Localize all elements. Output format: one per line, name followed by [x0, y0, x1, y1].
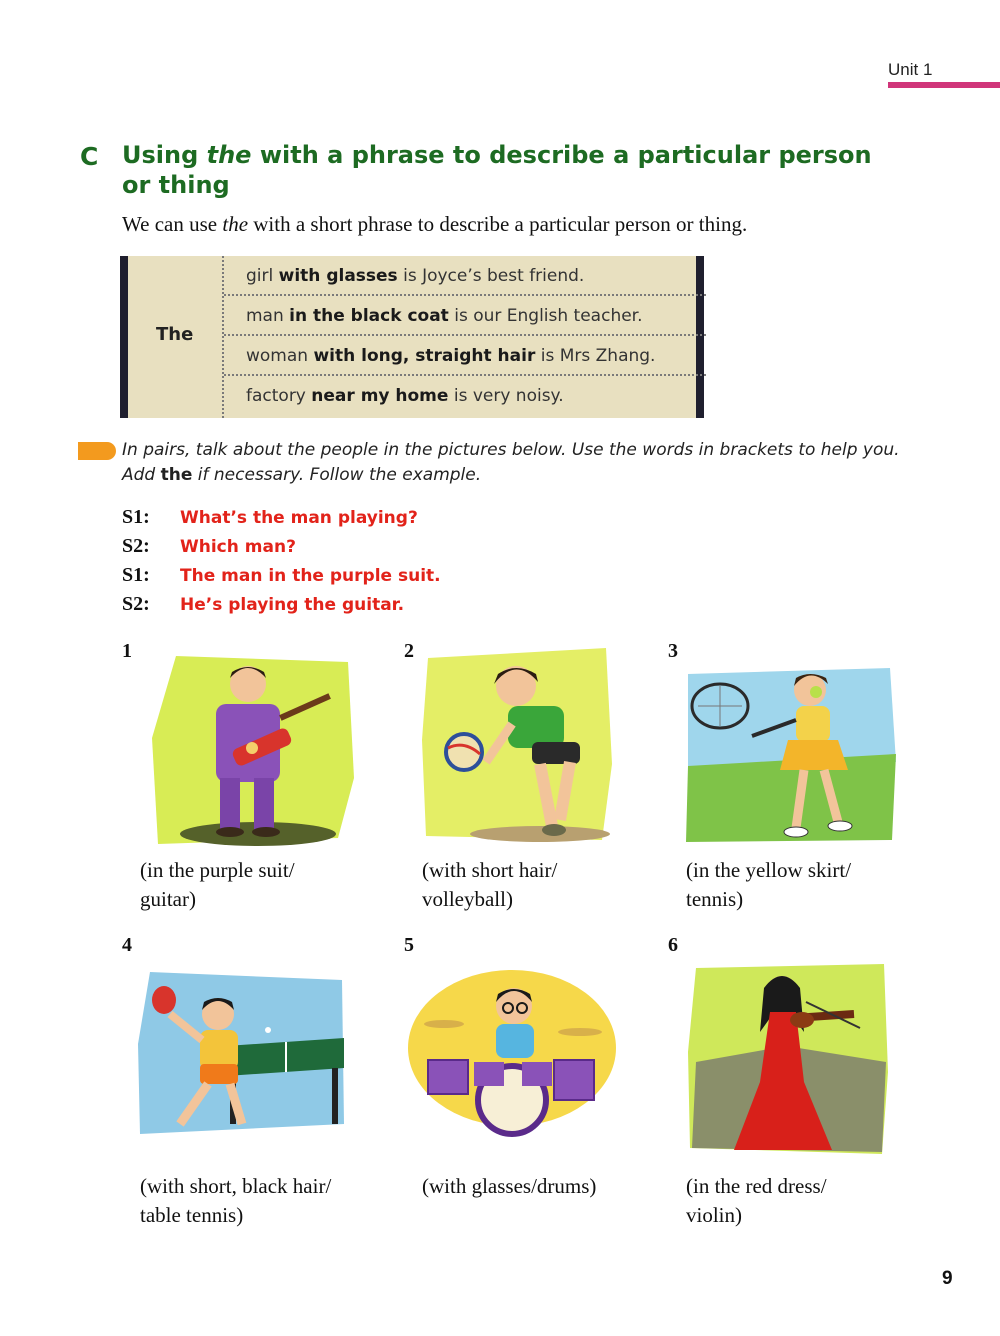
caption-line2: tennis) [686, 887, 744, 911]
intro-part1: We can use [122, 212, 223, 236]
section-title-part1: Using [122, 141, 207, 169]
phrase-row [224, 256, 706, 296]
violinist-illustration [686, 962, 890, 1158]
dialog-line [122, 532, 441, 561]
instruction-tab-icon [78, 442, 116, 460]
instruction-bold: the [160, 465, 193, 485]
example-dialog [122, 503, 441, 619]
dialog-text: He’s playing the guitar. [180, 595, 405, 615]
picture-caption [422, 856, 557, 914]
dialog-line [122, 503, 441, 532]
instruction-part1: In pairs, talk about the people in the pictures below. Use the words in brackets to help you. Add [122, 440, 900, 485]
dialog-speaker: S1: [122, 506, 150, 528]
section-title [122, 140, 882, 200]
drummer-illustration [404, 962, 618, 1154]
section-letter: C [80, 142, 99, 171]
picture-number: 5 [404, 934, 414, 956]
instruction-part2: if necessary. Follow the example. [192, 465, 482, 485]
intro-italic: the [222, 212, 249, 236]
caption-line1: (with glasses/drums) [422, 1174, 597, 1198]
picture-number: 2 [404, 640, 414, 662]
phrase-table [120, 256, 704, 418]
phrase-row-pre: factory [246, 386, 312, 406]
phrase-row-post: is very noisy. [448, 386, 564, 406]
phrase-row-post: is Joyce’s best friend. [397, 266, 585, 286]
dialog-text: Which man? [180, 537, 296, 557]
picture-number: 1 [122, 640, 132, 662]
caption-line1: (with short, black hair/ [140, 1174, 332, 1198]
page-number: 9 [942, 1268, 953, 1289]
picture-number: 6 [668, 934, 678, 956]
section-title-part2: with a phrase to describe a particular person or thing [122, 141, 872, 199]
phrase-row-bold: with glasses [278, 266, 398, 286]
caption-line1: (in the yellow skirt/ [686, 858, 852, 882]
phrase-row-pre: woman [246, 346, 314, 366]
phrase-table-rows [222, 256, 706, 418]
phrase-table-the-label: The [156, 324, 194, 345]
phrase-row-post: is Mrs Zhang. [535, 346, 656, 366]
phrase-row-bold: with long, straight hair [313, 346, 536, 366]
picture-caption [686, 1172, 827, 1230]
phrase-row-pre: girl [246, 266, 279, 286]
picture-caption [422, 1172, 596, 1201]
caption-line1: (with short hair/ [422, 858, 558, 882]
phrase-row-bold: in the black coat [289, 306, 449, 326]
phrase-row [224, 376, 706, 416]
instruction-text [122, 438, 902, 488]
guitar-player-illustration [148, 648, 358, 848]
dialog-speaker: S2: [122, 593, 150, 615]
caption-line2: table tennis) [140, 1203, 244, 1227]
phrase-row [224, 336, 706, 376]
picture-number: 4 [122, 934, 132, 956]
picture-caption [140, 856, 295, 914]
caption-line1: (in the purple suit/ [140, 858, 295, 882]
dialog-speaker: S2: [122, 535, 150, 557]
phrase-row-post: is our English teacher. [448, 306, 643, 326]
dialog-speaker: S1: [122, 564, 150, 586]
table-tennis-player-illustration [136, 964, 348, 1142]
unit-label: Unit 1 [888, 60, 933, 79]
dialog-line [122, 561, 441, 590]
picture-number: 3 [668, 640, 678, 662]
phrase-row [224, 296, 706, 336]
tennis-player-illustration [684, 662, 898, 844]
phrase-row-bold: near my home [311, 386, 449, 406]
caption-line2: guitar) [140, 887, 196, 911]
intro-part2: with a short phrase to describe a particular person or thing. [248, 212, 748, 236]
caption-line2: violin) [686, 1203, 742, 1227]
phrase-row-pre: man [246, 306, 290, 326]
section-title-italic: the [206, 141, 252, 169]
picture-caption [686, 856, 851, 914]
volleyball-player-illustration [420, 644, 616, 844]
intro-text [122, 212, 942, 237]
dialog-text: The man in the purple suit. [180, 566, 441, 586]
dialog-text: What’s the man playing? [180, 508, 418, 528]
dialog-line [122, 590, 441, 619]
caption-line2: volleyball) [422, 887, 513, 911]
picture-caption [140, 1172, 331, 1230]
caption-line1: (in the red dress/ [686, 1174, 827, 1198]
unit-accent-bar [888, 82, 1000, 88]
